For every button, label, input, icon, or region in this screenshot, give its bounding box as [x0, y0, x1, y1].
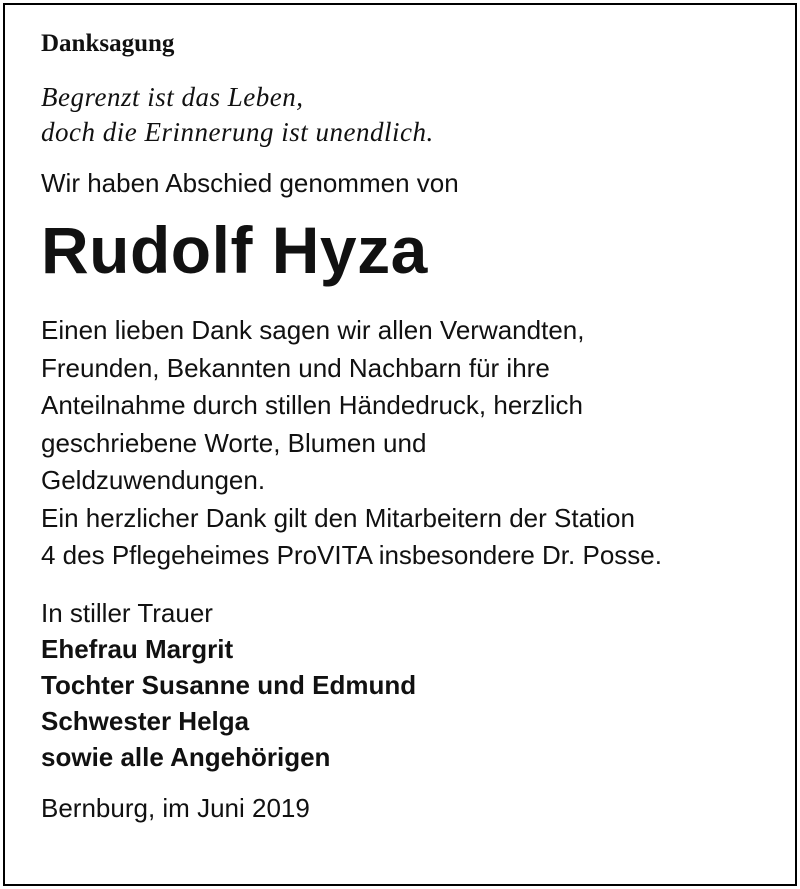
thanks-line: Anteilnahme durch stillen Händedruck, herzlich: [41, 390, 583, 420]
thanks-line: Freunden, Bekannten und Nachbarn für ihre: [41, 352, 550, 383]
farewell-intro: Wir haben Abschied genommen von: [41, 168, 459, 198]
mourner-entry: Schwester Helga: [41, 705, 250, 736]
notice-heading: Danksagung: [41, 30, 175, 57]
quote-line: doch die Erinnerung ist unendlich.: [41, 117, 434, 147]
quote-line: Begrenzt ist das Leben,: [41, 82, 304, 112]
memorial-quote: [41, 80, 780, 150]
place-and-date: Bernburg, im Juni 2019: [41, 792, 310, 823]
deceased-name: Rudolf Hyza: [41, 213, 428, 287]
thanks-line: 4 des Pflegeheimes ProVITA insbesondere Dr. Posse.: [41, 540, 662, 570]
mourners-block: [41, 595, 780, 775]
obituary-notice: [41, 28, 780, 825]
mourner-entry: Ehefrau Margrit: [41, 633, 234, 664]
thanks-line: Ein herzlicher Dank gilt den Mitarbeitern der Station: [41, 502, 635, 533]
thanks-line: Geldzuwendungen.: [41, 465, 266, 495]
mourner-entry: Tochter Susanne und Edmund: [41, 669, 417, 700]
mourning-label: In stiller Trauer: [41, 597, 213, 628]
thanks-paragraph: [41, 312, 780, 575]
thanks-line: geschriebene Worte, Blumen und: [41, 427, 427, 458]
thanks-line: Einen lieben Dank sagen wir allen Verwandten,: [41, 315, 585, 345]
mourner-entry: sowie alle Angehörigen: [41, 741, 331, 772]
